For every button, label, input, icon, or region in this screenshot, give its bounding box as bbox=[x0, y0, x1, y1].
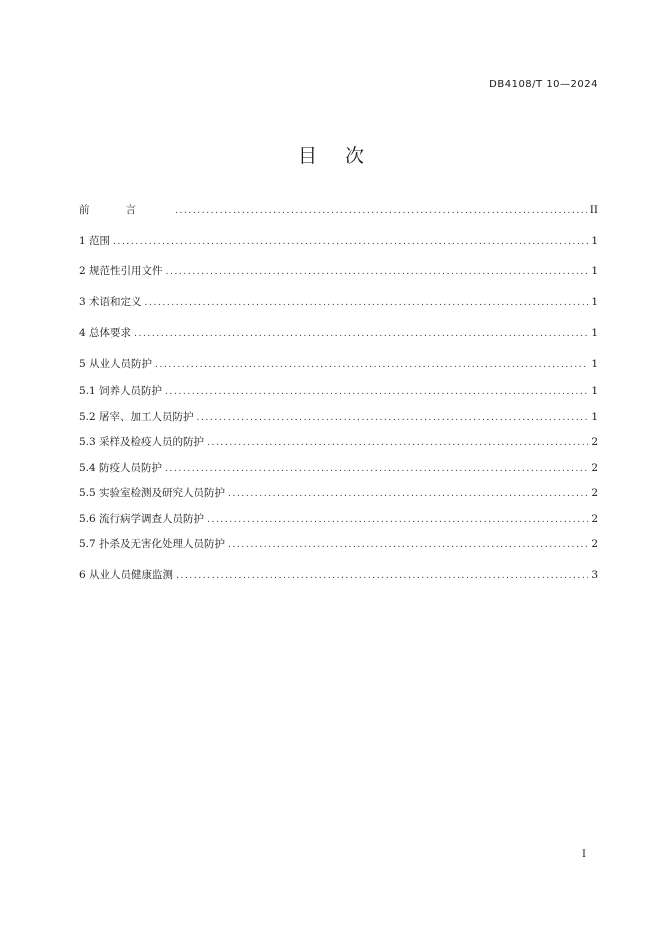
toc-leader-dots bbox=[228, 486, 588, 502]
toc-entry-page: 1 bbox=[591, 235, 598, 247]
toc-entry-foreword[interactable] bbox=[79, 202, 598, 218]
toc-entry-page: 2 bbox=[591, 513, 598, 525]
toc-leader-dots bbox=[207, 512, 588, 528]
toc-entry-general-requirements[interactable] bbox=[79, 325, 598, 341]
toc-leader-dots bbox=[228, 537, 588, 553]
toc-entry-label: 5 从业人员防护 bbox=[79, 358, 153, 370]
toc-entry-5-3[interactable] bbox=[79, 434, 598, 450]
toc-entry-worker-protection[interactable] bbox=[79, 356, 598, 372]
toc-leader-dots bbox=[113, 234, 588, 250]
toc-leader-dots bbox=[197, 410, 589, 426]
toc-entry-page: 1 bbox=[591, 411, 598, 423]
toc-entry-page: 3 bbox=[591, 569, 598, 581]
toc-entry-page: 2 bbox=[591, 462, 598, 474]
toc-leader-dots bbox=[165, 384, 588, 400]
toc-leader-dots bbox=[176, 568, 588, 584]
toc-leader-dots bbox=[134, 326, 588, 342]
toc-entry-5-1[interactable] bbox=[79, 383, 598, 399]
toc-entry-page: 1 bbox=[591, 327, 598, 339]
toc-entry-page: 1 bbox=[591, 385, 598, 397]
toc-entry-label: 6 从业人员健康监测 bbox=[79, 569, 174, 581]
page-number: I bbox=[582, 849, 586, 860]
toc-entry-normative-references[interactable] bbox=[79, 263, 598, 279]
toc-title: 目次 bbox=[297, 145, 392, 167]
toc-entry-5-7[interactable] bbox=[79, 536, 598, 552]
toc-entry-5-5[interactable] bbox=[79, 485, 598, 501]
toc-entry-page: II bbox=[589, 204, 598, 216]
toc-entry-page: 1 bbox=[591, 265, 598, 277]
toc-entry-label: 前言 bbox=[79, 204, 172, 216]
toc-entry-terms-definitions[interactable] bbox=[79, 294, 598, 310]
toc-entry-label: 5.6 流行病学调查人员防护 bbox=[79, 513, 205, 525]
toc-leader-dots bbox=[207, 435, 588, 451]
toc-leader-dots bbox=[166, 264, 589, 280]
toc-entry-label: 5.3 采样及检疫人员的防护 bbox=[79, 436, 205, 448]
toc-leader-dots bbox=[165, 461, 588, 477]
toc-entry-label: 3 术语和定义 bbox=[79, 296, 142, 308]
document-code: DB4108/T 10—2024 bbox=[489, 79, 598, 90]
toc-entry-5-6[interactable] bbox=[79, 511, 598, 527]
toc-entry-page: 2 bbox=[591, 538, 598, 550]
toc-entry-label: 5.2 屠宰、加工人员防护 bbox=[79, 411, 194, 423]
toc-entry-health-monitoring[interactable] bbox=[79, 567, 598, 583]
toc-leader-dots bbox=[155, 357, 588, 373]
toc-entry-5-4[interactable] bbox=[79, 460, 598, 476]
toc-entry-page: 1 bbox=[591, 358, 598, 370]
toc-entry-label: 5.7 扑杀及无害化处理人员防护 bbox=[79, 538, 226, 550]
toc-leader-dots bbox=[175, 203, 587, 219]
toc-entry-page: 2 bbox=[591, 436, 598, 448]
toc-entry-page: 1 bbox=[591, 296, 598, 308]
toc-entry-label: 5.1 饲养人员防护 bbox=[79, 385, 163, 397]
toc-entry-label: 1 范围 bbox=[79, 235, 111, 247]
toc-entry-page: 2 bbox=[591, 487, 598, 499]
toc-leader-dots bbox=[145, 295, 589, 311]
toc-entry-label: 4 总体要求 bbox=[79, 327, 132, 339]
toc-entry-scope[interactable] bbox=[79, 233, 598, 249]
toc-entry-5-2[interactable] bbox=[79, 409, 598, 425]
toc-entry-label: 5.5 实验室检测及研究人员防护 bbox=[79, 487, 226, 499]
toc-entry-label: 2 规范性引用文件 bbox=[79, 265, 163, 277]
toc-entry-label: 5.4 防疫人员防护 bbox=[79, 462, 163, 474]
